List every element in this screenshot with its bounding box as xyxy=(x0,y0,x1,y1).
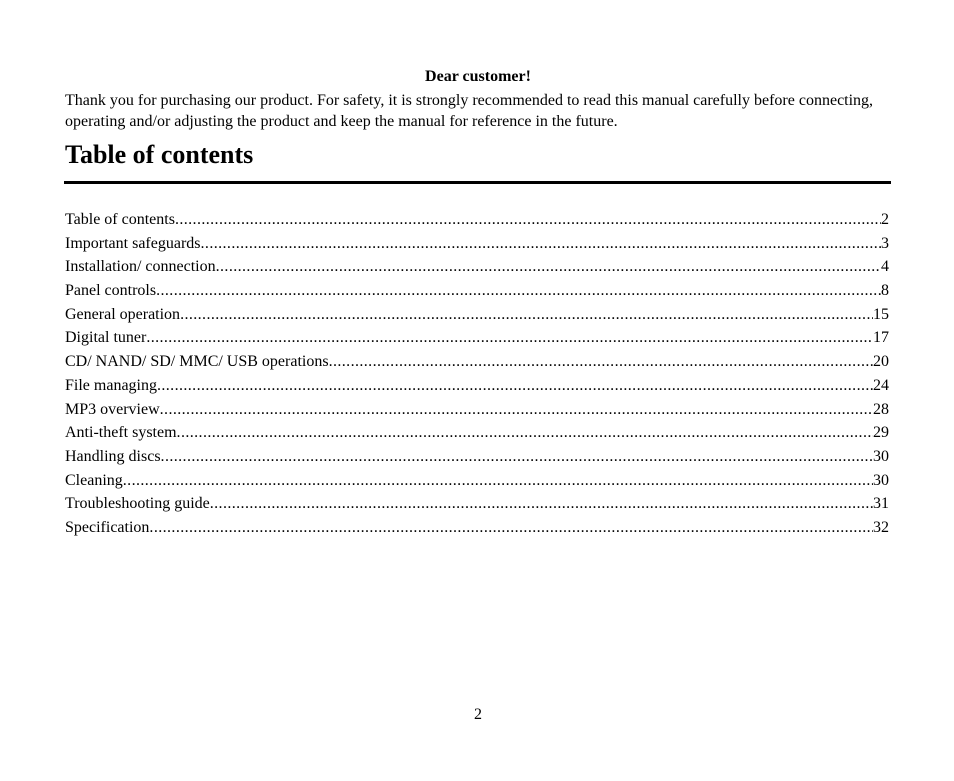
toc-entry-title: Anti-theft system xyxy=(65,424,177,442)
toc-entry[interactable] xyxy=(65,447,889,471)
toc-entry[interactable] xyxy=(65,518,889,542)
toc-leader-dots xyxy=(146,328,873,348)
toc-entry-title: General operation xyxy=(65,305,181,323)
manual-page xyxy=(65,0,891,781)
greeting: Dear customer! xyxy=(425,68,531,85)
toc-entry-title: MP3 overview xyxy=(65,400,160,418)
toc-leader-dots xyxy=(177,423,873,443)
toc-leader-dots xyxy=(123,471,873,491)
toc-entry[interactable] xyxy=(65,210,889,234)
toc-leader-dots xyxy=(175,210,881,230)
toc-entry[interactable] xyxy=(65,328,889,352)
toc-entry[interactable] xyxy=(65,352,889,376)
toc-entry[interactable] xyxy=(65,494,889,518)
toc-entry-page: 20 xyxy=(873,353,889,371)
toc-leader-dots xyxy=(201,234,881,254)
toc-entry-page: 24 xyxy=(873,376,889,394)
toc-entry-title: Installation/ connection xyxy=(65,258,216,276)
toc-entry-page: 31 xyxy=(873,495,889,513)
toc-entry[interactable] xyxy=(65,234,889,258)
toc-entry-title: Panel controls xyxy=(65,282,157,300)
toc-entry[interactable] xyxy=(65,423,889,447)
toc-entry-title: Troubleshooting guide xyxy=(65,495,210,513)
heading-divider xyxy=(64,181,891,184)
toc-entry-page: 29 xyxy=(873,424,889,442)
toc-entry[interactable] xyxy=(65,471,889,495)
toc-entry-title: Important safeguards xyxy=(65,234,201,252)
toc-entry-title: File managing xyxy=(65,376,157,394)
page-title: Table of contents xyxy=(65,140,254,169)
toc-leader-dots xyxy=(149,518,873,538)
toc-entry[interactable] xyxy=(65,257,889,281)
page-number: 2 xyxy=(474,706,482,723)
toc-entry-title: Cleaning xyxy=(65,471,123,489)
toc-entry-page: 15 xyxy=(873,305,889,323)
toc-entry-page: 30 xyxy=(873,471,889,489)
toc-entry-page: 8 xyxy=(881,282,889,300)
toc-entry[interactable] xyxy=(65,281,889,305)
toc-entry-page: 4 xyxy=(881,258,889,276)
toc-leader-dots xyxy=(160,400,873,420)
table-of-contents xyxy=(65,210,889,542)
toc-entry[interactable] xyxy=(65,400,889,424)
toc-leader-dots xyxy=(161,447,873,467)
intro-paragraph: Thank you for purchasing our product. For safety, it is strongly recommended to read this manual carefully before connecting, operating and/or adjusting the product and keep the manual for reference in the future. xyxy=(65,92,874,130)
toc-leader-dots xyxy=(210,494,873,514)
toc-entry[interactable] xyxy=(65,376,889,400)
toc-leader-dots xyxy=(216,257,881,277)
toc-entry-page: 32 xyxy=(873,518,889,536)
toc-entry-title: CD/ NAND/ SD/ MMC/ USB operations xyxy=(65,353,329,371)
toc-leader-dots xyxy=(156,281,881,301)
toc-entry-page: 17 xyxy=(873,329,889,347)
toc-entry-page: 30 xyxy=(873,447,889,465)
toc-entry-title: Digital tuner xyxy=(65,329,147,347)
toc-leader-dots xyxy=(329,352,873,372)
toc-entry-title: Table of contents xyxy=(65,211,175,228)
toc-entry-page: 28 xyxy=(873,400,889,418)
toc-entry-page: 3 xyxy=(881,234,889,252)
toc-entry[interactable] xyxy=(65,305,889,329)
toc-leader-dots xyxy=(180,305,873,325)
toc-entry-title: Specification xyxy=(65,518,150,536)
toc-leader-dots xyxy=(157,376,873,396)
toc-entry-title: Handling discs xyxy=(65,447,161,465)
toc-entry-page: 2 xyxy=(881,211,889,228)
